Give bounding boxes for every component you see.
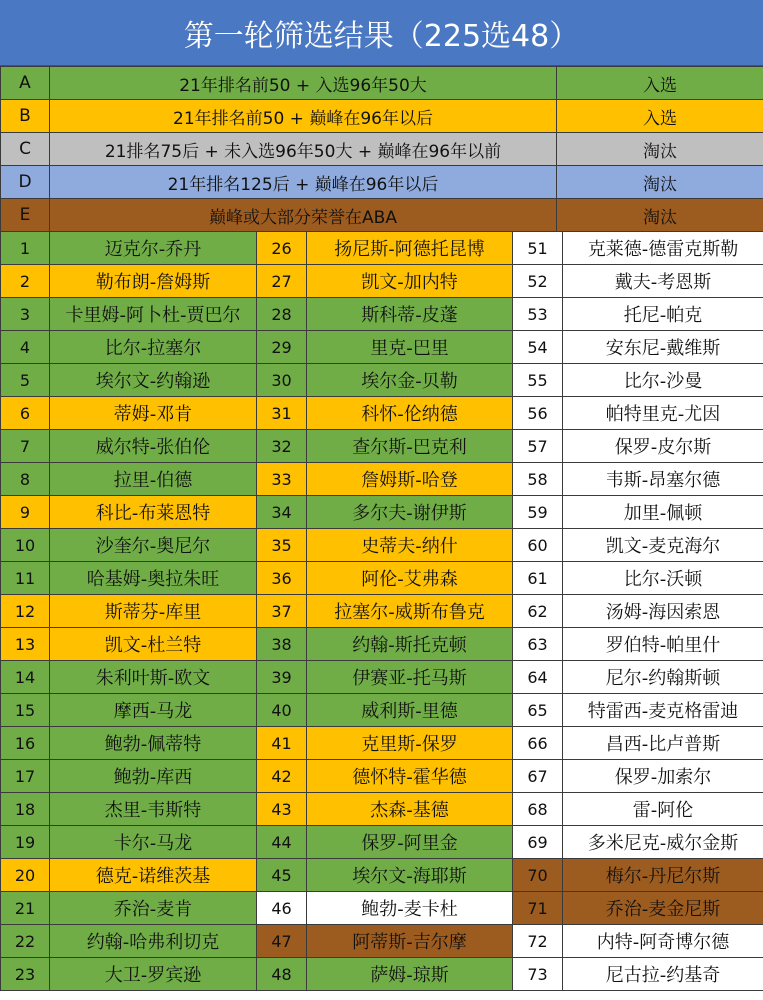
table-row [1, 430, 763, 463]
rank-number: 8 [1, 463, 50, 496]
player-name: 尼尔-约翰斯顿 [563, 661, 763, 694]
legend-result: 入选 [557, 100, 763, 133]
rank-number: 3 [1, 298, 50, 331]
rank-number: 60 [513, 529, 563, 562]
rank-number: 48 [257, 958, 307, 991]
player-name: 埃尔文-海耶斯 [307, 859, 513, 892]
legend-description: 21年排名前50 + 巅峰在96年以后 [50, 100, 557, 133]
legend-result: 淘汰 [557, 166, 763, 199]
rank-number: 63 [513, 628, 563, 661]
rank-number: 15 [1, 694, 50, 727]
table-row [1, 232, 763, 265]
player-name: 汤姆-海因索恩 [563, 595, 763, 628]
rank-number: 51 [513, 232, 563, 265]
player-name: 拉塞尔-威斯布鲁克 [307, 595, 513, 628]
table-row [1, 628, 763, 661]
legend-code: B [1, 100, 50, 133]
ranking-table [0, 231, 763, 991]
player-name: 尼古拉-约基奇 [563, 958, 763, 991]
player-name: 多尔夫-谢伊斯 [307, 496, 513, 529]
rank-number: 72 [513, 925, 563, 958]
rank-number: 2 [1, 265, 50, 298]
rank-number: 5 [1, 364, 50, 397]
table-row [1, 661, 763, 694]
rank-number: 69 [513, 826, 563, 859]
player-name: 杰里-韦斯特 [50, 793, 257, 826]
player-name: 保罗-阿里金 [307, 826, 513, 859]
rank-number: 6 [1, 397, 50, 430]
rank-number: 52 [513, 265, 563, 298]
player-name: 威利斯-里德 [307, 694, 513, 727]
table-row [1, 595, 763, 628]
legend-code: D [1, 166, 50, 199]
player-name: 斯蒂芬-库里 [50, 595, 257, 628]
table-row [1, 859, 763, 892]
player-name: 鲍勃-麦卡杜 [307, 892, 513, 925]
rank-number: 57 [513, 430, 563, 463]
player-name: 迈克尔-乔丹 [50, 232, 257, 265]
rank-number: 26 [257, 232, 307, 265]
table-row [1, 298, 763, 331]
table-row [1, 496, 763, 529]
rank-number: 65 [513, 694, 563, 727]
rank-number: 22 [1, 925, 50, 958]
rank-number: 21 [1, 892, 50, 925]
table-row [1, 265, 763, 298]
rank-number: 11 [1, 562, 50, 595]
player-name: 比尔-沃顿 [563, 562, 763, 595]
table-row [1, 694, 763, 727]
rank-number: 7 [1, 430, 50, 463]
player-name: 扬尼斯-阿德托昆博 [307, 232, 513, 265]
table-row [1, 826, 763, 859]
rank-number: 20 [1, 859, 50, 892]
player-name: 蒂姆-邓肯 [50, 397, 257, 430]
table-row [1, 562, 763, 595]
rank-number: 45 [257, 859, 307, 892]
player-name: 斯科蒂-皮蓬 [307, 298, 513, 331]
legend-code: C [1, 133, 50, 166]
rank-number: 38 [257, 628, 307, 661]
player-name: 梅尔-丹尼尔斯 [563, 859, 763, 892]
player-name: 阿伦-艾弗森 [307, 562, 513, 595]
rank-number: 73 [513, 958, 563, 991]
player-name: 伊赛亚-托马斯 [307, 661, 513, 694]
rank-number: 34 [257, 496, 307, 529]
player-name: 里克-巴里 [307, 331, 513, 364]
player-name: 杰森-基德 [307, 793, 513, 826]
player-name: 科比-布莱恩特 [50, 496, 257, 529]
rank-number: 41 [257, 727, 307, 760]
player-name: 拉里-伯德 [50, 463, 257, 496]
player-name: 罗伯特-帕里什 [563, 628, 763, 661]
player-name: 科怀-伦纳德 [307, 397, 513, 430]
player-name: 德怀特-霍华德 [307, 760, 513, 793]
player-name: 查尔斯-巴克利 [307, 430, 513, 463]
rank-number: 35 [257, 529, 307, 562]
rank-number: 39 [257, 661, 307, 694]
rank-number: 19 [1, 826, 50, 859]
legend-row [1, 100, 763, 133]
player-name: 阿蒂斯-吉尔摩 [307, 925, 513, 958]
player-name: 韦斯-昂塞尔德 [563, 463, 763, 496]
legend-result: 入选 [557, 67, 763, 100]
player-name: 凯文-麦克海尔 [563, 529, 763, 562]
legend-row [1, 199, 763, 232]
rank-number: 12 [1, 595, 50, 628]
legend-description: 21排名75后 + 未入选96年50大 + 巅峰在96年以前 [50, 133, 557, 166]
rank-number: 54 [513, 331, 563, 364]
rank-number: 53 [513, 298, 563, 331]
rank-number: 62 [513, 595, 563, 628]
player-name: 大卫-罗宾逊 [50, 958, 257, 991]
player-name: 雷-阿伦 [563, 793, 763, 826]
player-name: 克莱德-德雷克斯勒 [563, 232, 763, 265]
player-name: 史蒂夫-纳什 [307, 529, 513, 562]
player-name: 约翰-哈弗利切克 [50, 925, 257, 958]
table-row [1, 925, 763, 958]
rank-number: 44 [257, 826, 307, 859]
player-name: 凯文-加内特 [307, 265, 513, 298]
player-name: 詹姆斯-哈登 [307, 463, 513, 496]
player-name: 凯文-杜兰特 [50, 628, 257, 661]
table-row [1, 727, 763, 760]
player-name: 卡里姆-阿卜杜-贾巴尔 [50, 298, 257, 331]
table-row [1, 760, 763, 793]
rank-number: 70 [513, 859, 563, 892]
rank-number: 58 [513, 463, 563, 496]
player-name: 保罗-皮尔斯 [563, 430, 763, 463]
rank-number: 55 [513, 364, 563, 397]
player-name: 摩西-马龙 [50, 694, 257, 727]
player-name: 安东尼-戴维斯 [563, 331, 763, 364]
player-name: 戴夫-考恩斯 [563, 265, 763, 298]
player-name: 德克-诺维茨基 [50, 859, 257, 892]
table-row [1, 397, 763, 430]
player-name: 帕特里克-尤因 [563, 397, 763, 430]
table-row [1, 892, 763, 925]
legend-description: 巅峰或大部分荣誉在ABA [50, 199, 557, 232]
player-name: 内特-阿奇博尔德 [563, 925, 763, 958]
rank-number: 66 [513, 727, 563, 760]
player-name: 沙奎尔-奥尼尔 [50, 529, 257, 562]
legend-description: 21年排名125后 + 巅峰在96年以后 [50, 166, 557, 199]
rank-number: 14 [1, 661, 50, 694]
rank-number: 17 [1, 760, 50, 793]
rank-number: 28 [257, 298, 307, 331]
rank-number: 1 [1, 232, 50, 265]
player-name: 托尼-帕克 [563, 298, 763, 331]
player-name: 埃尔文-约翰逊 [50, 364, 257, 397]
player-name: 威尔特-张伯伦 [50, 430, 257, 463]
player-name: 乔治-麦金尼斯 [563, 892, 763, 925]
rank-number: 16 [1, 727, 50, 760]
player-name: 比尔-拉塞尔 [50, 331, 257, 364]
rank-number: 43 [257, 793, 307, 826]
rank-number: 13 [1, 628, 50, 661]
rank-number: 18 [1, 793, 50, 826]
legend-row [1, 133, 763, 166]
rank-number: 33 [257, 463, 307, 496]
player-name: 昌西-比卢普斯 [563, 727, 763, 760]
rank-number: 29 [257, 331, 307, 364]
legend-table [0, 66, 763, 232]
rank-number: 56 [513, 397, 563, 430]
rank-number: 67 [513, 760, 563, 793]
rank-number: 4 [1, 331, 50, 364]
rank-number: 32 [257, 430, 307, 463]
rank-number: 40 [257, 694, 307, 727]
rank-number: 71 [513, 892, 563, 925]
rank-number: 59 [513, 496, 563, 529]
rank-number: 27 [257, 265, 307, 298]
rank-number: 47 [257, 925, 307, 958]
rank-number: 10 [1, 529, 50, 562]
player-name: 保罗-加索尔 [563, 760, 763, 793]
player-name: 特雷西-麦克格雷迪 [563, 694, 763, 727]
legend-result: 淘汰 [557, 133, 763, 166]
player-name: 哈基姆-奥拉朱旺 [50, 562, 257, 595]
rank-number: 30 [257, 364, 307, 397]
player-name: 鲍勃-库西 [50, 760, 257, 793]
rank-number: 23 [1, 958, 50, 991]
player-name: 鲍勃-佩蒂特 [50, 727, 257, 760]
rank-number: 46 [257, 892, 307, 925]
rank-number: 68 [513, 793, 563, 826]
rank-number: 64 [513, 661, 563, 694]
player-name: 克里斯-保罗 [307, 727, 513, 760]
player-name: 加里-佩顿 [563, 496, 763, 529]
rank-number: 42 [257, 760, 307, 793]
table-row [1, 364, 763, 397]
legend-row [1, 166, 763, 199]
player-name: 埃尔金-贝勒 [307, 364, 513, 397]
table-row [1, 958, 763, 991]
player-name: 勒布朗-詹姆斯 [50, 265, 257, 298]
player-name: 约翰-斯托克顿 [307, 628, 513, 661]
table-row [1, 529, 763, 562]
legend-code: A [1, 67, 50, 100]
legend-code: E [1, 199, 50, 232]
legend-row [1, 67, 763, 100]
rank-number: 36 [257, 562, 307, 595]
table-row [1, 331, 763, 364]
player-name: 萨姆-琼斯 [307, 958, 513, 991]
table-row [1, 463, 763, 496]
player-name: 朱利叶斯-欧文 [50, 661, 257, 694]
page-title: 第一轮筛选结果（225选48） [0, 0, 763, 66]
player-name: 卡尔-马龙 [50, 826, 257, 859]
player-name: 多米尼克-威尔金斯 [563, 826, 763, 859]
rank-number: 9 [1, 496, 50, 529]
rank-number: 61 [513, 562, 563, 595]
rank-number: 31 [257, 397, 307, 430]
legend-result: 淘汰 [557, 199, 763, 232]
table-row [1, 793, 763, 826]
player-name: 乔治-麦肯 [50, 892, 257, 925]
rank-number: 37 [257, 595, 307, 628]
player-name: 比尔-沙曼 [563, 364, 763, 397]
legend-description: 21年排名前50 + 入选96年50大 [50, 67, 557, 100]
